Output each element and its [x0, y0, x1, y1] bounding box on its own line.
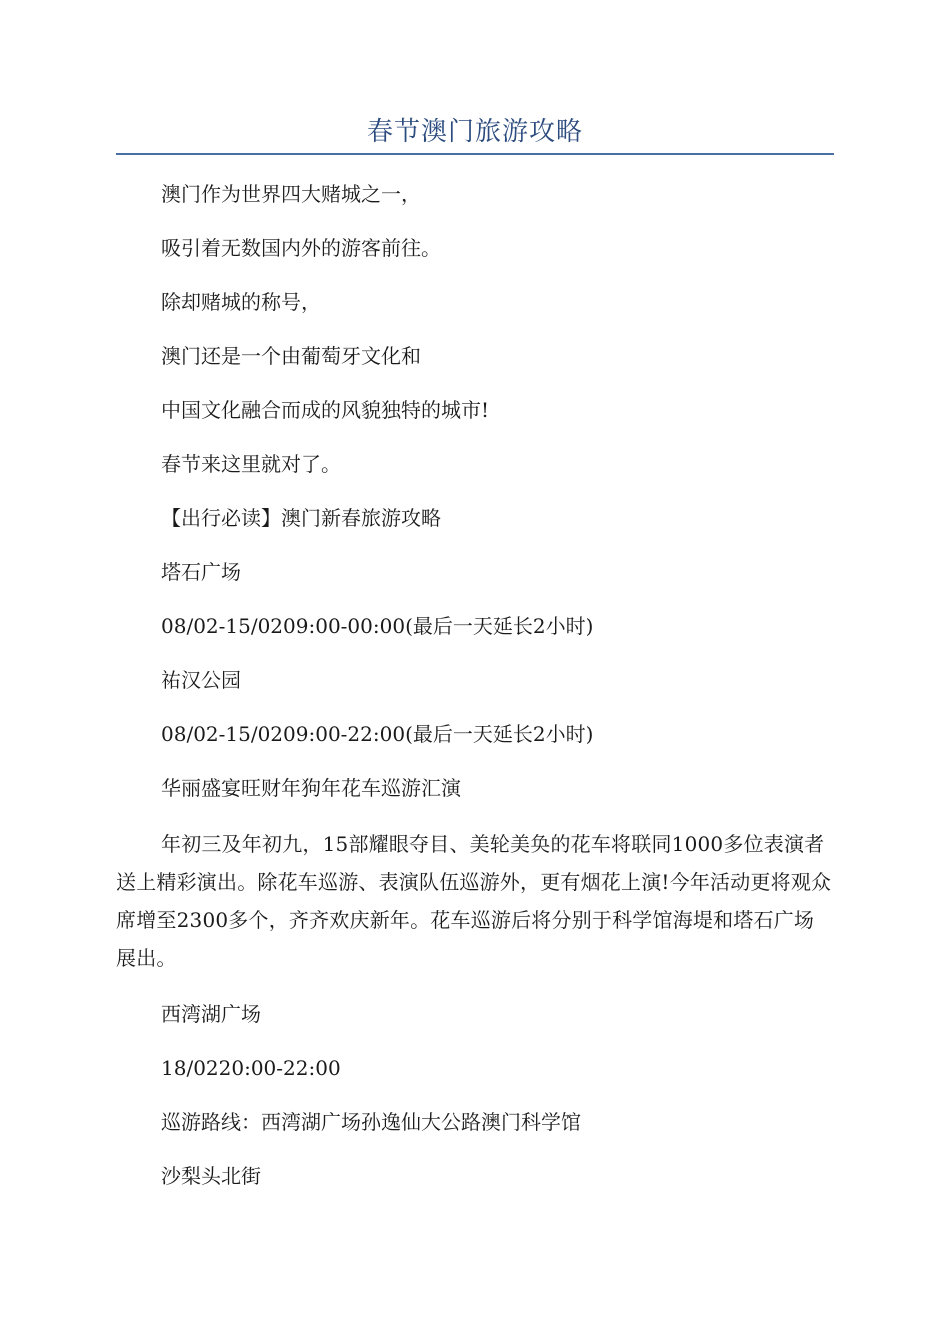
document-title: 春节澳门旅游攻略: [366, 117, 583, 147]
venue-schedule: 18/0220:00-22:00: [161, 1056, 341, 1080]
venue-name: 塔石广场: [161, 560, 241, 584]
venue-name: 西湾湖广场: [161, 1002, 261, 1026]
parade-route: 巡游路线：西湾湖广场孙逸仙大公路澳门科学馆: [161, 1110, 581, 1134]
event-heading: 华丽盛宴旺财年狗年花车巡游汇演: [161, 776, 461, 800]
paragraph: 春节来这里就对了。: [161, 452, 341, 476]
paragraph: 吸引着无数国内外的游客前往。: [161, 236, 441, 260]
event-description: 年初三及年初九，15部耀眼夺目、美轮美奂的花车将联同1000多位表演者送上精彩演出。除花车巡游、表演队伍巡游外，更有烟花上演!今年活动更将观众席增至2300多个，齐齐欢庆新年。花车巡游后将分别于科学馆海堤和塔石广场展出。: [116, 832, 832, 970]
venue-schedule: 08/02-15/0209:00-22:00(最后一天延长2小时): [161, 722, 594, 746]
venue-name: 沙梨头北街: [161, 1164, 261, 1188]
paragraph: 澳门还是一个由葡萄牙文化和: [161, 344, 421, 368]
paragraph: 澳门作为世界四大赌城之一，: [161, 182, 421, 206]
paragraph: 除却赌城的称号，: [161, 290, 321, 314]
section-heading: 【出行必读】澳门新春旅游攻略: [161, 506, 441, 530]
document-body: [116, 177, 834, 1213]
paragraph: 中国文化融合而成的风貌独特的城市!: [161, 398, 490, 422]
venue-schedule: 08/02-15/0209:00-00:00(最后一天延长2小时): [161, 614, 594, 638]
venue-name: 祐汉公园: [161, 668, 241, 692]
title-underline: [116, 153, 834, 155]
